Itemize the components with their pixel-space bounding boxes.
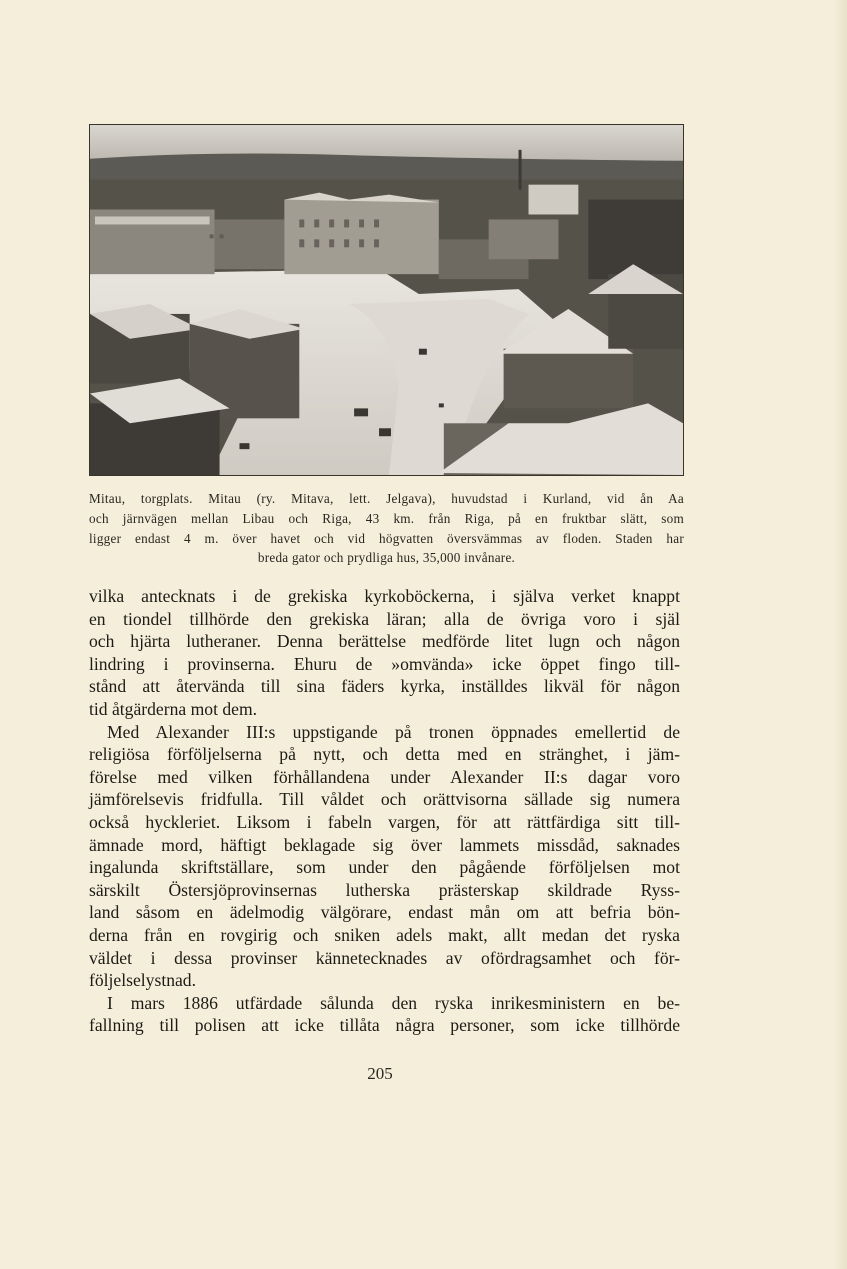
caption-line: ligger endast 4 m. över havet och vid högvatten översvämmas av floden. Staden har bbox=[89, 530, 684, 546]
text-line: tid åtgärderna mot dem. bbox=[89, 698, 258, 719]
text-line: ingalunda skriftställare, som under den pågående förföljelsen mot bbox=[89, 857, 680, 878]
text-line: följelselystnad. bbox=[89, 970, 197, 991]
text-line: och hjärta lutheraner. Denna berättelse medförde litet lugn och någon bbox=[89, 631, 680, 652]
caption-line: breda gator och prydliga hus, 35,000 invånare. bbox=[257, 550, 516, 566]
caption-line: Mitau, torgplats. Mitau (ry. Mitava, lett. Jelgava), huvudstad i Kurland, vid ån Aa bbox=[89, 491, 684, 506]
text-line: land såsom en ädelmodig välgörare, endast mån om att befria bön- bbox=[89, 902, 680, 923]
text-line: lindring i provinserna. Ehuru de »omvända» icke öppet fingo till- bbox=[89, 653, 680, 674]
text-line: särskilt Östersjöprovinsernas lutherska prästerskap skildrade Ryss- bbox=[89, 879, 680, 900]
text-line: en tiondel tillhörde den grekiska läran; alla de övriga voro i själ bbox=[89, 608, 680, 629]
text-line: Med Alexander III:s uppstigande på tronen öppnades emellertid de bbox=[107, 721, 680, 742]
text-line: fallning till polisen att icke tillåta några personer, som icke tillhörde bbox=[89, 1015, 680, 1036]
body-text bbox=[89, 585, 680, 1037]
town-square-photo bbox=[89, 124, 684, 476]
text-line: jämförelsevis fridfulla. Till våldet och orättvisorna sällade sig numera bbox=[89, 789, 680, 810]
photo-caption bbox=[89, 489, 684, 568]
text-line: vilka antecknats i de grekiska kyrkoböckerna, i själva verket knappt bbox=[89, 586, 680, 606]
text-line: derna från en rovgirig och sniken adels makt, allt medan det ryska bbox=[89, 924, 680, 945]
text-line: I mars 1886 utfärdade sålunda den ryska inrikesministern en be- bbox=[107, 992, 680, 1013]
page-number: 205 bbox=[367, 1064, 393, 1083]
photo-illustration bbox=[90, 125, 683, 475]
text-line: stånd att återvända till sina fäders kyrka, inställdes likväl för någon bbox=[89, 676, 680, 697]
text-line: väldet i dessa provinser kännetecknades av ofördragsamhet och för- bbox=[89, 947, 680, 968]
page-edge bbox=[833, 0, 847, 1269]
text-line: ämnade mord, häftigt beklagade sig över lammets missdåd, saknades bbox=[89, 834, 680, 855]
text-line: också hyckleriet. Liksom i fabeln vargen, för att rättfärdiga sitt till- bbox=[89, 811, 680, 832]
caption-line: och järnvägen mellan Libau och Riga, 43 km. från Riga, på en fruktbar slätt, som bbox=[89, 510, 684, 526]
text-line: religiösa förföljelserna på nytt, och detta med en stränghet, i jäm- bbox=[89, 744, 680, 765]
text-line: förelse med vilken förhållandena under Alexander II:s dagar voro bbox=[89, 766, 680, 787]
